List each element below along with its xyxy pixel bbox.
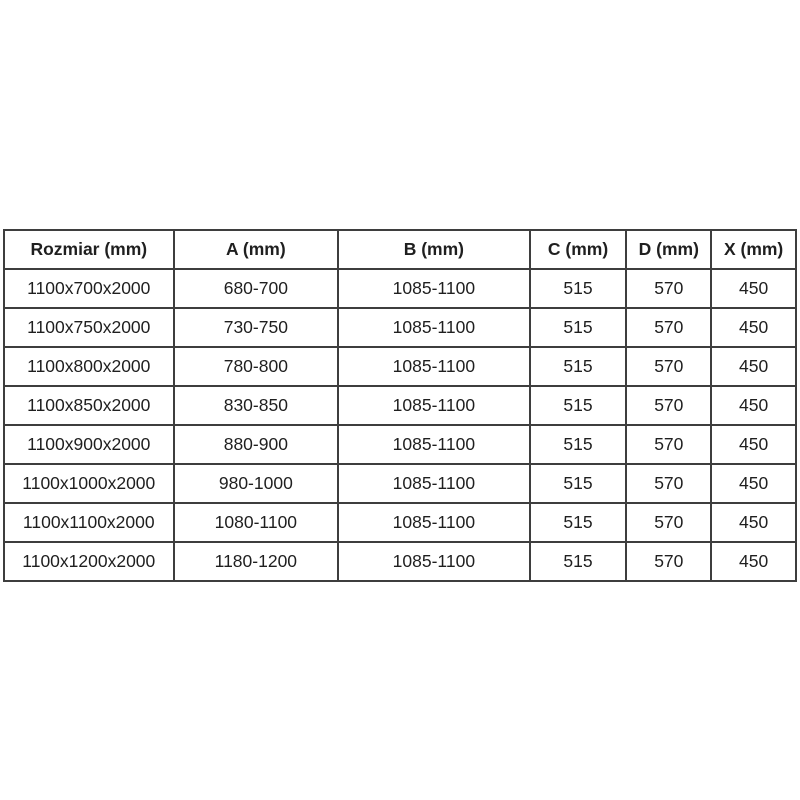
table-cell: 450 — [711, 464, 796, 503]
column-header: B (mm) — [338, 230, 530, 269]
table-cell: 570 — [626, 425, 711, 464]
table-cell: 450 — [711, 542, 796, 581]
table-cell: 570 — [626, 308, 711, 347]
table-cell: 515 — [530, 503, 627, 542]
table-cell: 1100x900x2000 — [4, 425, 174, 464]
table-cell: 1100x1100x2000 — [4, 503, 174, 542]
table-cell: 1085-1100 — [338, 347, 530, 386]
table-cell: 450 — [711, 425, 796, 464]
table-row — [4, 464, 796, 503]
table-cell: 1085-1100 — [338, 386, 530, 425]
table-cell: 1085-1100 — [338, 542, 530, 581]
table-cell: 880-900 — [174, 425, 339, 464]
table-cell: 515 — [530, 269, 627, 308]
table-cell: 730-750 — [174, 308, 339, 347]
table-cell: 780-800 — [174, 347, 339, 386]
table-cell: 1100x750x2000 — [4, 308, 174, 347]
table-cell: 1100x1000x2000 — [4, 464, 174, 503]
table-row — [4, 269, 796, 308]
column-header: X (mm) — [711, 230, 796, 269]
table-cell: 1100x1200x2000 — [4, 542, 174, 581]
table-row — [4, 347, 796, 386]
table-cell: 515 — [530, 308, 627, 347]
header-row — [4, 230, 796, 269]
table-cell: 570 — [626, 269, 711, 308]
table-cell: 450 — [711, 347, 796, 386]
table-cell: 515 — [530, 542, 627, 581]
table-cell: 980-1000 — [174, 464, 339, 503]
table-row — [4, 386, 796, 425]
table-cell: 680-700 — [174, 269, 339, 308]
size-specification-table — [3, 229, 797, 571]
size-table — [3, 229, 797, 582]
table-cell: 450 — [711, 503, 796, 542]
table-row — [4, 425, 796, 464]
table-cell: 1080-1100 — [174, 503, 339, 542]
table-cell: 450 — [711, 308, 796, 347]
table-cell: 1100x700x2000 — [4, 269, 174, 308]
table-row — [4, 542, 796, 581]
table-cell: 1085-1100 — [338, 503, 530, 542]
table-cell: 515 — [530, 386, 627, 425]
table-row — [4, 503, 796, 542]
table-body — [4, 269, 796, 581]
column-header: Rozmiar (mm) — [4, 230, 174, 269]
table-cell: 1100x800x2000 — [4, 347, 174, 386]
table-cell: 1085-1100 — [338, 269, 530, 308]
table-cell: 450 — [711, 269, 796, 308]
table-cell: 1100x850x2000 — [4, 386, 174, 425]
column-header: C (mm) — [530, 230, 627, 269]
table-header — [4, 230, 796, 269]
table-cell: 1085-1100 — [338, 425, 530, 464]
table-cell: 515 — [530, 425, 627, 464]
table-cell: 570 — [626, 386, 711, 425]
table-cell: 515 — [530, 464, 627, 503]
table-cell: 1085-1100 — [338, 308, 530, 347]
table-cell: 570 — [626, 503, 711, 542]
table-cell: 570 — [626, 347, 711, 386]
column-header: D (mm) — [626, 230, 711, 269]
table-row — [4, 308, 796, 347]
table-cell: 570 — [626, 542, 711, 581]
table-cell: 450 — [711, 386, 796, 425]
table-cell: 570 — [626, 464, 711, 503]
table-cell: 1180-1200 — [174, 542, 339, 581]
table-cell: 830-850 — [174, 386, 339, 425]
table-cell: 515 — [530, 347, 627, 386]
table-cell: 1085-1100 — [338, 464, 530, 503]
column-header: A (mm) — [174, 230, 339, 269]
